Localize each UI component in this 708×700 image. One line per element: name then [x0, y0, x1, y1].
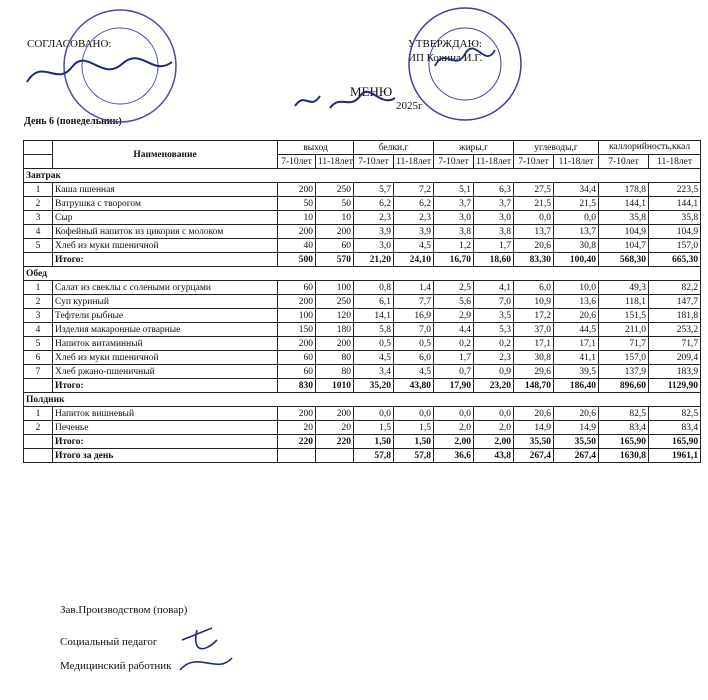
- age-11-18: 11-18лет: [474, 155, 514, 169]
- row-value: 3,0: [354, 239, 394, 253]
- total-value: 43,80: [394, 379, 434, 393]
- day-total-row: [24, 449, 701, 463]
- table-row: [24, 365, 701, 379]
- row-value: 35,8: [649, 211, 701, 225]
- total-value: 16,70: [434, 253, 474, 267]
- header-output: выход: [278, 141, 354, 155]
- row-value: 5,7: [354, 183, 394, 197]
- row-value: 16,9: [394, 309, 434, 323]
- row-value: 20,6: [554, 309, 599, 323]
- row-value: 2,9: [434, 309, 474, 323]
- row-number: 4: [24, 323, 53, 337]
- row-value: 71,7: [649, 337, 701, 351]
- dish-name: Хлеб ржано-пшеничный: [53, 365, 278, 379]
- age-7-10: 7-10лет: [354, 155, 394, 169]
- row-value: 21,5: [514, 197, 554, 211]
- row-value: 50: [278, 197, 316, 211]
- row-value: 209,4: [649, 351, 701, 365]
- total-value: 165,90: [649, 435, 701, 449]
- table-row: [24, 183, 701, 197]
- row-value: 0,5: [354, 337, 394, 351]
- section-title: Полдник: [24, 393, 701, 407]
- day-total-value: 1961,1: [649, 449, 701, 463]
- row-value: 3,8: [434, 225, 474, 239]
- row-number: 4: [24, 225, 53, 239]
- dish-name: Кофейный напиток из цикория с молоком: [53, 225, 278, 239]
- section-row: [24, 169, 701, 183]
- row-value: 104,9: [649, 225, 701, 239]
- section-row: [24, 393, 701, 407]
- row-value: 120: [316, 309, 354, 323]
- row-value: 151,5: [599, 309, 649, 323]
- row-value: 0,9: [474, 365, 514, 379]
- table-row: [24, 337, 701, 351]
- age-11-18: 11-18лет: [316, 155, 354, 169]
- row-value: 144,1: [599, 197, 649, 211]
- row-value: 17,1: [514, 337, 554, 351]
- day-total-value: 1630,8: [599, 449, 649, 463]
- date-handwriting: [290, 86, 400, 116]
- section-title: Обед: [24, 267, 701, 281]
- row-value: 60: [316, 239, 354, 253]
- day-label: День 6 (понедельник): [24, 116, 122, 127]
- row-value: 0,8: [354, 281, 394, 295]
- row-value: 4,5: [394, 239, 434, 253]
- row-value: 0,0: [554, 211, 599, 225]
- row-value: 5,6: [434, 295, 474, 309]
- row-value: 5,1: [434, 183, 474, 197]
- row-value: 3,0: [474, 211, 514, 225]
- section-title: Завтрак: [24, 169, 701, 183]
- row-value: 6,0: [514, 281, 554, 295]
- row-value: 104,7: [599, 239, 649, 253]
- footer-medic: Медицинский работник: [60, 660, 172, 672]
- table-row: [24, 407, 701, 421]
- total-value: 35,20: [354, 379, 394, 393]
- total-value: 17,90: [434, 379, 474, 393]
- row-value: 223,5: [649, 183, 701, 197]
- row-value: 100: [278, 309, 316, 323]
- total-value: 35,50: [514, 435, 554, 449]
- dish-name: Напиток вишневый: [53, 407, 278, 421]
- footer-social: Социальный педагог: [60, 636, 158, 648]
- row-value: 80: [316, 351, 354, 365]
- row-value: 21,5: [554, 197, 599, 211]
- row-value: 20,6: [514, 407, 554, 421]
- total-value: 1,50: [354, 435, 394, 449]
- section-total-row: [24, 379, 701, 393]
- row-value: 200: [278, 295, 316, 309]
- row-value: 14,9: [514, 421, 554, 435]
- row-value: 27,5: [514, 183, 554, 197]
- table-row: [24, 421, 701, 435]
- dish-name: Тефтели рыбные: [53, 309, 278, 323]
- row-value: 20,6: [514, 239, 554, 253]
- row-value: 17,2: [514, 309, 554, 323]
- row-value: 14,1: [354, 309, 394, 323]
- day-total-num: [24, 449, 53, 463]
- row-value: 0,0: [474, 407, 514, 421]
- row-number: 5: [24, 239, 53, 253]
- row-value: 6,3: [474, 183, 514, 197]
- age-7-10: 7-10лет: [514, 155, 554, 169]
- row-value: 3,5: [474, 309, 514, 323]
- row-value: 2,0: [434, 421, 474, 435]
- menu-date-year: 2025г: [396, 100, 423, 112]
- row-value: 13,7: [554, 225, 599, 239]
- row-value: 3,9: [354, 225, 394, 239]
- row-value: 0,2: [434, 337, 474, 351]
- total-value: 21,20: [354, 253, 394, 267]
- row-value: 3,7: [434, 197, 474, 211]
- row-value: 2,3: [354, 211, 394, 225]
- row-value: 40: [278, 239, 316, 253]
- row-value: 137,9: [599, 365, 649, 379]
- table-row: [24, 281, 701, 295]
- table-row: [24, 295, 701, 309]
- row-value: 183,9: [649, 365, 701, 379]
- row-value: 10,9: [514, 295, 554, 309]
- total-value: 2,00: [474, 435, 514, 449]
- row-value: 80: [316, 365, 354, 379]
- header-row: [24, 141, 701, 155]
- row-value: 39,5: [554, 365, 599, 379]
- row-value: 6,1: [354, 295, 394, 309]
- table-row: [24, 239, 701, 253]
- row-value: 2,0: [474, 421, 514, 435]
- row-value: 200: [316, 337, 354, 351]
- dish-name: Суп куриный: [53, 295, 278, 309]
- total-num: [24, 379, 53, 393]
- row-value: 104,9: [599, 225, 649, 239]
- row-value: 0,7: [434, 365, 474, 379]
- table-row: [24, 197, 701, 211]
- approver-name: ИП Кокина И.Г.: [408, 52, 483, 64]
- dish-name: Сыр: [53, 211, 278, 225]
- row-value: 5,8: [354, 323, 394, 337]
- row-value: 50: [316, 197, 354, 211]
- row-value: 0,2: [474, 337, 514, 351]
- row-value: 3,8: [474, 225, 514, 239]
- total-num: [24, 435, 53, 449]
- row-value: 1,4: [394, 281, 434, 295]
- row-value: 10,0: [554, 281, 599, 295]
- row-value: 178,8: [599, 183, 649, 197]
- row-value: 4,5: [394, 365, 434, 379]
- day-total-empty: [316, 449, 354, 463]
- row-number: 6: [24, 351, 53, 365]
- day-total-label: Итого за день: [53, 449, 278, 463]
- row-value: 100: [316, 281, 354, 295]
- row-value: 0,0: [514, 211, 554, 225]
- row-value: 200: [278, 337, 316, 351]
- row-value: 3,9: [394, 225, 434, 239]
- row-number: 1: [24, 281, 53, 295]
- total-value: 35,50: [554, 435, 599, 449]
- row-value: 20: [316, 421, 354, 435]
- total-label: Итого:: [53, 435, 278, 449]
- row-value: 2,5: [434, 281, 474, 295]
- age-11-18: 11-18лет: [649, 155, 701, 169]
- row-value: 3,0: [434, 211, 474, 225]
- row-value: 181,8: [649, 309, 701, 323]
- row-value: 3,4: [354, 365, 394, 379]
- row-value: 60: [278, 351, 316, 365]
- section-total-row: [24, 253, 701, 267]
- row-number: 1: [24, 407, 53, 421]
- row-number: 2: [24, 295, 53, 309]
- row-value: 144,1: [649, 197, 701, 211]
- row-value: 29,6: [514, 365, 554, 379]
- row-value: 83,4: [599, 421, 649, 435]
- row-value: 118,1: [599, 295, 649, 309]
- dish-name: Напиток витаминный: [53, 337, 278, 351]
- row-number: 5: [24, 337, 53, 351]
- row-value: 13,6: [554, 295, 599, 309]
- total-label: Итого:: [53, 379, 278, 393]
- row-number: 3: [24, 309, 53, 323]
- total-value: 1129,90: [649, 379, 701, 393]
- row-value: 1,2: [434, 239, 474, 253]
- dish-name: Хлеб из муки пшеничной: [53, 351, 278, 365]
- day-total-value: 36,6: [434, 449, 474, 463]
- row-value: 6,0: [394, 351, 434, 365]
- day-total-value: 57,8: [394, 449, 434, 463]
- total-value: 24,10: [394, 253, 434, 267]
- row-number: 3: [24, 211, 53, 225]
- row-value: 30,8: [514, 351, 554, 365]
- section-total-row: [24, 435, 701, 449]
- row-value: 7,2: [394, 183, 434, 197]
- row-value: 6,2: [394, 197, 434, 211]
- total-label: Итого:: [53, 253, 278, 267]
- row-value: 4,1: [474, 281, 514, 295]
- row-value: 20,6: [554, 407, 599, 421]
- row-value: 34,4: [554, 183, 599, 197]
- row-value: 4,4: [434, 323, 474, 337]
- row-value: 2,3: [394, 211, 434, 225]
- row-value: 7,0: [474, 295, 514, 309]
- row-value: 0,5: [394, 337, 434, 351]
- row-value: 82,5: [599, 407, 649, 421]
- row-value: 200: [316, 225, 354, 239]
- row-value: 0,0: [354, 407, 394, 421]
- day-total-empty: [278, 449, 316, 463]
- approved-label: УТВЕРЖДАЮ:: [408, 38, 482, 50]
- total-value: 220: [316, 435, 354, 449]
- header-name: Наименование: [53, 141, 278, 169]
- day-total-value: 43,8: [474, 449, 514, 463]
- row-value: 3,7: [474, 197, 514, 211]
- row-value: 0,0: [394, 407, 434, 421]
- row-value: 30,8: [554, 239, 599, 253]
- row-value: 150: [278, 323, 316, 337]
- row-value: 83,4: [649, 421, 701, 435]
- row-value: 253,2: [649, 323, 701, 337]
- agreed-label: СОГЛАСОВАНО:: [27, 38, 112, 50]
- row-value: 200: [316, 407, 354, 421]
- dish-name: Хлеб из муки пшеничной: [53, 239, 278, 253]
- age-11-18: 11-18лет: [554, 155, 599, 169]
- total-value: 665,30: [649, 253, 701, 267]
- approver-signature: [430, 44, 500, 74]
- row-value: 60: [278, 281, 316, 295]
- row-value: 71,7: [599, 337, 649, 351]
- row-value: 10: [278, 211, 316, 225]
- total-value: 220: [278, 435, 316, 449]
- row-number: 2: [24, 197, 53, 211]
- age-11-18: 11-18лет: [394, 155, 434, 169]
- row-value: 211,0: [599, 323, 649, 337]
- menu-title: МЕНЮ: [350, 84, 393, 99]
- total-num: [24, 253, 53, 267]
- table-row: [24, 225, 701, 239]
- row-value: 82,5: [649, 407, 701, 421]
- day-total-value: 57,8: [354, 449, 394, 463]
- dish-name: Ватрушка с творогом: [53, 197, 278, 211]
- row-value: 4,5: [354, 351, 394, 365]
- row-value: 180: [316, 323, 354, 337]
- table-row: [24, 351, 701, 365]
- total-value: 165,90: [599, 435, 649, 449]
- row-value: 5,3: [474, 323, 514, 337]
- dish-name: Салат из свеклы с солеными огурцами: [53, 281, 278, 295]
- row-value: 14,9: [554, 421, 599, 435]
- age-7-10: 7-10лет: [599, 155, 649, 169]
- day-total-value: 267,4: [514, 449, 554, 463]
- header-protein: белки,г: [354, 141, 434, 155]
- age-num: [24, 155, 53, 169]
- row-value: 6,2: [354, 197, 394, 211]
- total-value: 1,50: [394, 435, 434, 449]
- age-7-10: 7-10лет: [278, 155, 316, 169]
- row-value: 35,8: [599, 211, 649, 225]
- row-value: 200: [278, 183, 316, 197]
- header-num: [24, 141, 53, 155]
- section-row: [24, 267, 701, 281]
- row-value: 49,3: [599, 281, 649, 295]
- row-value: 1,5: [394, 421, 434, 435]
- row-number: 1: [24, 183, 53, 197]
- header-kcal: каллорийность,ккал: [599, 141, 701, 155]
- row-number: 7: [24, 365, 53, 379]
- row-value: 157,0: [599, 351, 649, 365]
- row-value: 1,7: [434, 351, 474, 365]
- table-row: [24, 323, 701, 337]
- row-value: 44,5: [554, 323, 599, 337]
- total-value: 148,70: [514, 379, 554, 393]
- row-value: 10: [316, 211, 354, 225]
- row-value: 0,0: [434, 407, 474, 421]
- total-value: 83,30: [514, 253, 554, 267]
- row-value: 60: [278, 365, 316, 379]
- row-value: 147,7: [649, 295, 701, 309]
- row-value: 17,1: [554, 337, 599, 351]
- dish-name: Печенье: [53, 421, 278, 435]
- row-value: 200: [278, 225, 316, 239]
- row-value: 1,7: [474, 239, 514, 253]
- total-value: 23,20: [474, 379, 514, 393]
- header-carbs: углеводы,г: [514, 141, 599, 155]
- row-value: 7,7: [394, 295, 434, 309]
- dish-name: Изделия макаронные отварные: [53, 323, 278, 337]
- age-7-10: 7-10лет: [434, 155, 474, 169]
- day-total-value: 267,4: [554, 449, 599, 463]
- total-value: 570: [316, 253, 354, 267]
- row-value: 82,2: [649, 281, 701, 295]
- row-value: 2,3: [474, 351, 514, 365]
- table-row: [24, 211, 701, 225]
- dish-name: Каша пшенная: [53, 183, 278, 197]
- row-value: 157,0: [649, 239, 701, 253]
- table-row: [24, 309, 701, 323]
- row-number: 2: [24, 421, 53, 435]
- row-value: 200: [278, 407, 316, 421]
- header-fat: жиры,г: [434, 141, 514, 155]
- total-value: 830: [278, 379, 316, 393]
- row-value: 250: [316, 183, 354, 197]
- total-value: 186,40: [554, 379, 599, 393]
- footer-chef: Зав.Производством (повар): [60, 604, 188, 616]
- total-value: 896,60: [599, 379, 649, 393]
- total-value: 18,60: [474, 253, 514, 267]
- total-value: 568,30: [599, 253, 649, 267]
- row-value: 1,5: [354, 421, 394, 435]
- total-value: 2,00: [434, 435, 474, 449]
- total-value: 1010: [316, 379, 354, 393]
- agreed-signature: [22, 52, 182, 92]
- total-value: 100,40: [554, 253, 599, 267]
- row-value: 37,0: [514, 323, 554, 337]
- footer-signatures: [172, 620, 242, 680]
- row-value: 20: [278, 421, 316, 435]
- row-value: 7,0: [394, 323, 434, 337]
- total-value: 500: [278, 253, 316, 267]
- row-value: 250: [316, 295, 354, 309]
- menu-table: [23, 140, 701, 463]
- row-value: 13,7: [514, 225, 554, 239]
- row-value: 41,1: [554, 351, 599, 365]
